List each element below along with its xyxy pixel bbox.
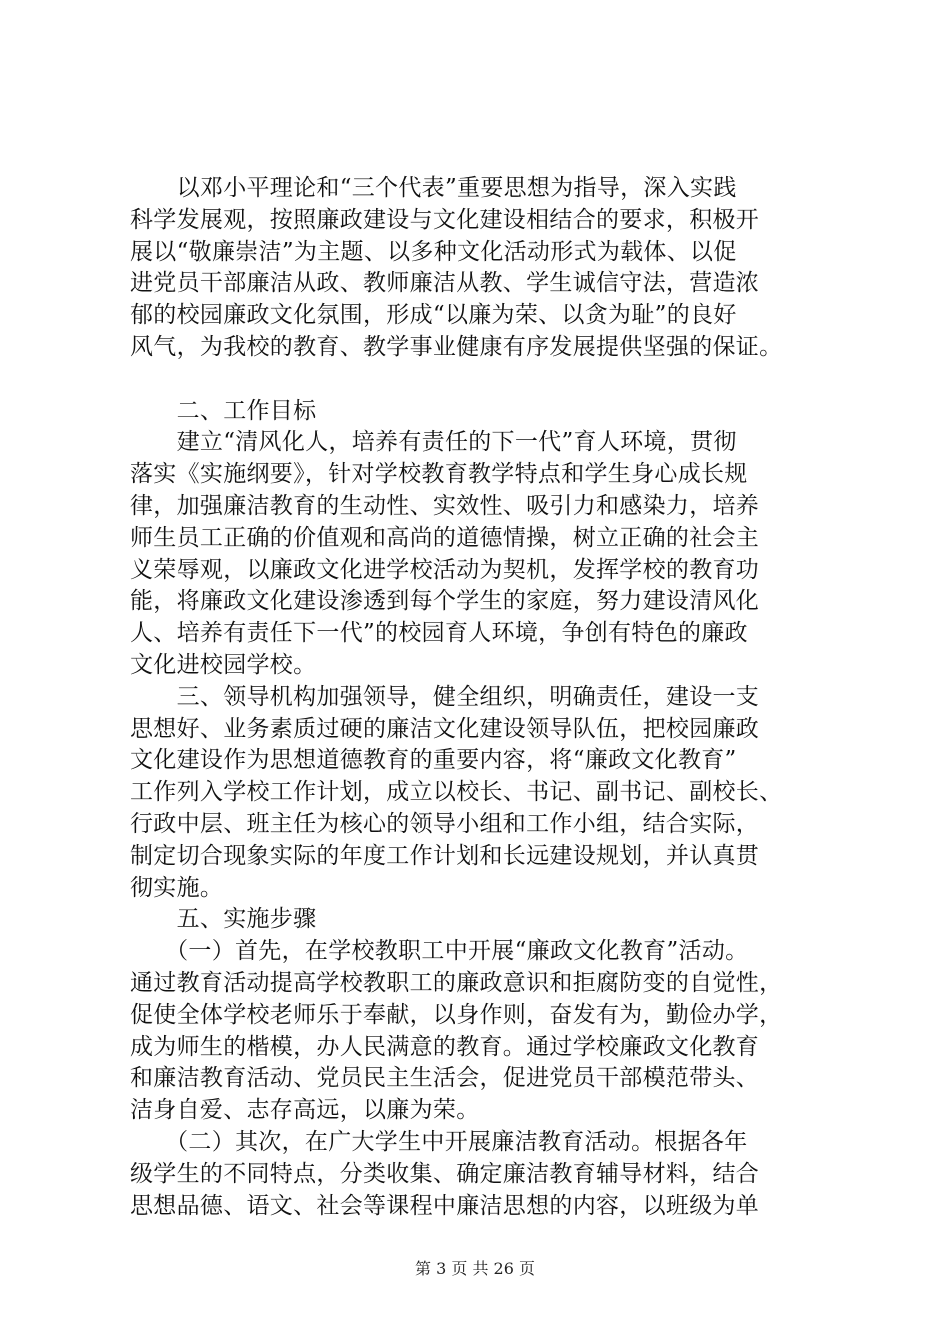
text-line: 以邓小平理论和“三个代表”重要思想为指导，深入实践 (130, 175, 737, 201)
text-line: 郁的校园廉政文化氛围，形成“以廉为荣、以贪为耻”的良好 (130, 302, 737, 329)
text-line: 进党员干部廉洁从政、教师廉洁从教、学生诚信守法，营造浓 (130, 270, 760, 297)
text-line: 彻实施。 (130, 874, 224, 901)
text-line: 制定切合现象实际的年度工作计划和长远建设规划，并认真贯 (130, 842, 760, 869)
text-line: 通过教育活动提高学校教职工的廉政意识和拒腐防变的自觉性， (130, 969, 783, 996)
text-line: 洁身自爱、志存高远，以廉为荣。 (130, 1097, 480, 1124)
text-line: 三、领导机构加强领导，健全组织，明确责任，建设一支 (130, 683, 760, 710)
text-line: 促使全体学校老师乐于奉献，以身作则，奋发有为，勤俭办学， (130, 1001, 783, 1028)
page-number-footer: 第 3 页 共 26 页 (415, 1259, 535, 1278)
text-line: 义荣辱观，以廉政文化进学校活动为契机，发挥学校的教育功 (130, 556, 760, 583)
text-line: 落实《实施纲要》，针对学校教育教学特点和学生身心成长规 (130, 461, 748, 488)
text-line: 行政中层、班主任为核心的领导小组和工作小组，结合实际， (130, 810, 760, 837)
document-body (130, 173, 830, 1222)
text-line: 师生员工正确的价值观和高尚的道德情操，树立正确的社会主 (130, 524, 760, 551)
text-line: （一）首先，在学校教职工中开展“廉政文化教育”活动。 (130, 938, 749, 965)
section-heading: 二、工作目标 (130, 397, 317, 424)
text-line: 科学发展观，按照廉政建设与文化建设相结合的要求，积极开 (130, 206, 760, 233)
text-line: 成为师生的楷模，办人民满意的教育。通过学校廉政文化教育 (130, 1033, 760, 1060)
text-line: 人、培养有责任下一代”的校园育人环境，争创有特色的廉政 (130, 620, 748, 647)
text-line: 思想品德、语文、社会等课程中廉洁思想的内容，以班级为单 (130, 1192, 760, 1219)
text-line: 风气，为我校的教育、教学事业健康有序发展提供坚强的保证。 (130, 333, 783, 360)
text-line: 工作列入学校工作计划，成立以校长、书记、副书记、副校长、 (130, 779, 783, 806)
section-heading: 五、实施步骤 (130, 906, 317, 933)
paragraph-gap (130, 364, 830, 396)
text-line: 和廉洁教育活动、党员民主生活会，促进党员干部模范带头、 (130, 1065, 760, 1092)
text-line: 文化建设作为思想道德教育的重要内容，将“廉政文化教育” (130, 747, 737, 774)
text-line: 文化进校园学校。 (130, 651, 317, 678)
text-line: 能，将廉政文化建设渗透到每个学生的家庭，努力建设清风化 (130, 588, 760, 615)
text-line: 展以“敬廉崇洁”为主题、以多种文化活动形式为载体、以促 (130, 238, 737, 265)
text-line: 思想好、业务素质过硬的廉洁文化建设领导队伍，把校园廉政 (130, 715, 760, 742)
text-line: 律，加强廉洁教育的生动性、实效性、吸引力和感染力，培养 (130, 492, 760, 519)
text-line: 建立“清风化人，培养有责任的下一代”育人环境，贯彻 (130, 429, 737, 456)
text-line: 级学生的不同特点，分类收集、确定廉洁教育辅导材料，结合 (130, 1160, 760, 1187)
text-line: （二）其次，在广大学生中开展廉洁教育活动。根据各年 (130, 1128, 748, 1155)
